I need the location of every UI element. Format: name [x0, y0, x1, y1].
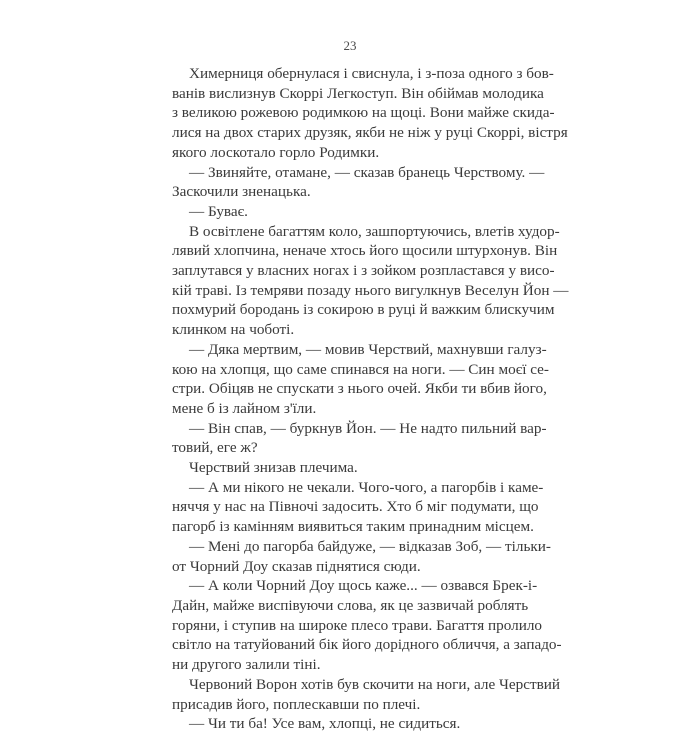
text-line: якого лоскотало горло Родимки.: [172, 143, 380, 161]
page-number: 23: [343, 38, 357, 53]
text-line: Черствий знизав плечима.: [189, 459, 358, 477]
text-line: похмурий бородань із сокирою в руці й важким блискучим: [172, 301, 555, 319]
text-line: В освітлене багаттям коло, зашпортуючись, влетів худор-: [189, 222, 560, 240]
paragraph: [172, 340, 549, 419]
text-line: от Чорний Доу сказав піднятися сюди.: [172, 557, 421, 575]
text-line: — А ми нікого не чекали. Чого-чого, а пагорбів і каме-: [189, 478, 544, 496]
text-line: стри. Обіцяв не спускати з нього очей. Якби ти вбив його,: [172, 380, 547, 398]
paragraph: [172, 64, 568, 163]
text-line: присадив його, поплескавши по плечі.: [172, 695, 421, 713]
text-line: лявий хлопчина, неначе хтось його щосили штурхонув. Він: [172, 242, 558, 260]
text-line: — Дяка мертвим, — мовив Черствий, махнувши галуз-: [189, 340, 547, 358]
text-line: клинком на чоботі.: [172, 321, 295, 339]
text-line: — Буває.: [189, 202, 248, 220]
text-line: ни другого залили тіні.: [172, 656, 321, 674]
text-line: кій траві. Із темряви позаду нього вигулкнув Веселун Йон —: [172, 281, 569, 299]
text-line: кою на хлопця, що саме спинався на ноги. — Син моєї се-: [172, 360, 549, 378]
text-line: товий, еге ж?: [172, 439, 258, 457]
paragraph: [172, 675, 561, 714]
text-line: Заскочили зненацька.: [172, 183, 311, 201]
text-line: мене б із лайном з'їли.: [172, 399, 317, 417]
body-text: [172, 64, 569, 734]
text-line: пагорб із камінням виявиться таким принадним місцем.: [172, 518, 534, 536]
paragraph: [172, 576, 562, 675]
paragraph: [172, 478, 544, 537]
text-line: — Чи ти ба! Усе вам, хлопці, не сидиться.: [189, 715, 461, 733]
text-line: горяни, і ступив на широке плесо трави. Багаття пролило: [172, 616, 542, 634]
text-line: — А коли Чорний Доу щось каже... — озвався Брек-і-: [189, 577, 538, 595]
text-line: Химерниця обернулася і свиснула, і з-поза одного з бов-: [189, 65, 554, 82]
text-line: — Мені до пагорба байдуже, — відказав Зоб, — тільки-: [189, 537, 551, 555]
paragraph: [172, 222, 569, 340]
text-line: Дайн, майже виспівуючи слова, як це зазвичай роблять: [172, 596, 529, 614]
paragraph: [172, 202, 528, 222]
text-line: — Він спав, — буркнув Йон. — Не надто пильний вар-: [189, 419, 547, 437]
text-line: няччя у нас на Півночі задосить. Хто б міг подумати, що: [172, 498, 539, 516]
text-line: Червоний Ворон хотів був скочити на ноги, але Черствий: [189, 675, 561, 693]
paragraph: [172, 714, 528, 734]
paragraph: [172, 537, 551, 576]
text-line: світло на татуйований бік його дорідного обличчя, а западо-: [172, 636, 562, 654]
paragraph: [172, 458, 528, 478]
text-line: — Звиняйте, отамане, — сказав бранець Черствому. —: [189, 163, 545, 181]
text-line: з великою рожевою родимкою на щоці. Вони майже скида-: [172, 104, 555, 122]
paragraph: [172, 163, 545, 202]
text-line: ванів вислизнув Скоррі Легкоступ. Він обіймав молодика: [172, 84, 544, 102]
paragraph: [172, 419, 547, 458]
text-line: лися на двох старих друзяк, якби не ніж у руці Скоррі, вістря: [172, 124, 568, 142]
text-line: заплутався у власних ногах і з зойком розпластався у висо-: [172, 262, 555, 280]
